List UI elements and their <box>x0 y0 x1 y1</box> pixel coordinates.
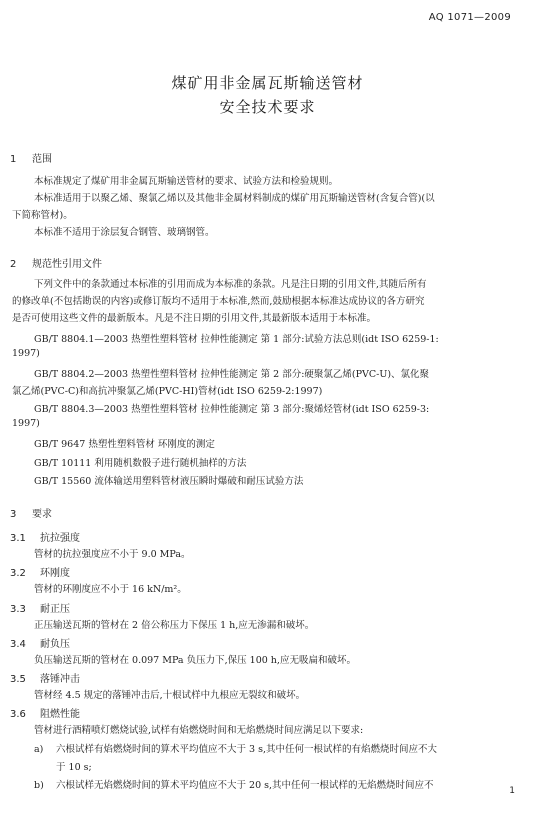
list-marker: a) <box>34 744 44 755</box>
paragraph: 本标准规定了煤矿用非金属瓦斯输送管材的要求、试验方法和检验规则。 <box>34 176 339 187</box>
subsection-heading <box>10 670 80 685</box>
section-title: 要求 <box>32 509 52 520</box>
requirement-text: 管材经 4.5 规定的落锤冲击后,十根试样中九根应无裂纹和破坏。 <box>34 690 306 701</box>
subsection-number: 3.5 <box>10 674 26 685</box>
list-item <box>34 741 437 755</box>
subsection-heading <box>10 635 70 650</box>
list-item-text: 六根试样无焰燃烧时间的算术平均值应不大于 20 s,其中任何一根试样的无焰燃烧时间应不 <box>56 780 434 791</box>
subsection-heading <box>10 564 70 579</box>
paragraph: 本标准不适用于涂层复合钢管、玻璃钢管。 <box>34 227 215 238</box>
subsection-heading <box>10 705 80 720</box>
reference-entry: GB/T 8804.2—2003 热塑性塑料管材 拉伸性能测定 第 2 部分:硬聚氯乙烯(PVC-U)、氯化聚 <box>34 369 430 380</box>
subsection-heading <box>10 600 70 615</box>
subsection-title: 耐负压 <box>40 639 70 650</box>
section-1-heading <box>10 150 52 165</box>
paragraph-continuation: 下简称管材)。 <box>12 210 73 221</box>
standard-code: AQ 1071—2009 <box>428 12 511 23</box>
subsection-title: 环刚度 <box>40 568 70 579</box>
reference-entry: GB/T 15560 流体输送用塑料管材液压瞬时爆破和耐压试验方法 <box>34 476 304 487</box>
section-3-heading <box>10 505 52 520</box>
subsection-title: 耐正压 <box>40 604 70 615</box>
subsection-number: 3.4 <box>10 639 26 650</box>
paragraph-continuation: 的修改单(不包括勘误的内容)或修订版均不适用于本标准,然而,鼓励根据本标准达成协议的各方研究 <box>12 296 425 307</box>
list-item-continuation: 于 10 s; <box>56 762 92 773</box>
document-title-line1: 煤矿用非金属瓦斯输送管材 <box>171 74 364 92</box>
requirement-text: 正压输送瓦斯的管材在 2 倍公称压力下保压 1 h,应无渗漏和破坏。 <box>34 620 315 631</box>
subsection-title: 落锤冲击 <box>40 674 80 685</box>
section-number: 2 <box>10 259 17 270</box>
subsection-number: 3.2 <box>10 568 26 579</box>
list-marker: b) <box>34 780 44 791</box>
reference-continuation: 1997) <box>12 418 40 429</box>
reference-entry: GB/T 8804.3—2003 热塑性塑料管材 拉伸性能测定 第 3 部分:聚烯烃管材(idt ISO 6259-3: <box>34 404 430 415</box>
subsection-number: 3.6 <box>10 709 26 720</box>
reference-continuation: 1997) <box>12 348 40 359</box>
paragraph: 本标准适用于以聚乙烯、聚氯乙烯以及其他非金属材料制成的煤矿用瓦斯输送管材(含复合管)(以 <box>34 193 435 204</box>
subsection-number: 3.1 <box>10 533 26 544</box>
section-2-heading <box>10 255 102 270</box>
requirement-text: 负压输送瓦斯的管材在 0.097 MPa 负压力下,保压 100 h,应无吸扁和破坏。 <box>34 655 356 666</box>
document-title-line2: 安全技术要求 <box>219 98 316 116</box>
requirement-text: 管材进行酒精喷灯燃烧试验,试样有焰燃烧时间和无焰燃烧时间应满足以下要求: <box>34 725 364 736</box>
subsection-title: 阻燃性能 <box>40 709 80 720</box>
list-item <box>34 777 434 791</box>
subsection-heading <box>10 529 80 544</box>
subsection-title: 抗拉强度 <box>40 533 80 544</box>
reference-continuation: 氯乙烯(PVC-C)和高抗冲聚氯乙烯(PVC-HI)管材(idt ISO 6259-2:1997) <box>12 386 323 397</box>
section-number: 1 <box>10 154 17 165</box>
section-title: 范围 <box>32 154 52 165</box>
page-number: 1 <box>509 786 515 796</box>
section-number: 3 <box>10 509 17 520</box>
reference-entry: GB/T 8804.1—2003 热塑性塑料管材 拉伸性能测定 第 1 部分:试验方法总则(idt ISO 6259-1: <box>34 334 439 345</box>
reference-entry: GB/T 9647 热塑性塑料管材 环刚度的测定 <box>34 439 215 450</box>
paragraph-continuation: 是否可使用这些文件的最新版本。凡是不注日期的引用文件,其最新版本适用于本标准。 <box>12 313 377 324</box>
reference-entry: GB/T 10111 利用随机数骰子进行随机抽样的方法 <box>34 458 247 469</box>
section-title: 规范性引用文件 <box>32 259 102 270</box>
requirement-text: 管材的环刚度应不小于 16 kN/m²。 <box>34 584 187 595</box>
subsection-number: 3.3 <box>10 604 26 615</box>
paragraph: 下列文件中的条款通过本标准的引用而成为本标准的条款。凡是注日期的引用文件,其随后所有 <box>34 279 427 290</box>
list-item-text: 六根试样有焰燃烧时间的算术平均值应不大于 3 s,其中任何一根试样的有焰燃烧时间应不大 <box>56 744 437 755</box>
requirement-text: 管材的抗拉强度应不小于 9.0 MPa。 <box>34 549 191 560</box>
